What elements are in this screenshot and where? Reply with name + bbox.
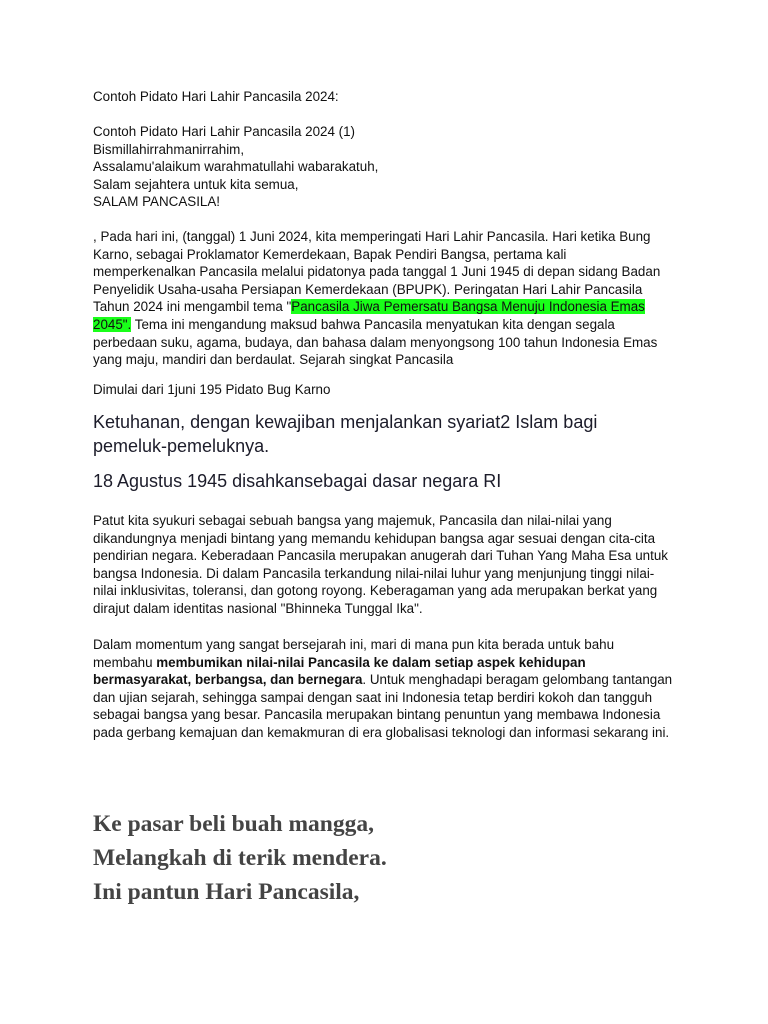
greeting-line: Salam sejahtera untuk kita semua, — [93, 176, 299, 192]
momentum-text-continued: . Untuk menghadapi beragam gelombang tantangan dan ujian sejarah, sehingga sampai dengan saat ini Indonesia tetap berdiri kokoh dan tangguh sebagai bangsa yang besar. Pancasila merupakan bintang penuntun yang membawa Indonesia pada gerbang kemajuan dan kemakmuran di era globalisasi teknologi dan informasi sekarang ini. — [93, 672, 673, 740]
intro-text: , Pada hari ini, (tanggal) 1 Juni 2024, kita memperingati Hari Lahir Pancasila. Hari ketika Bung Karno, sebagai Proklamator Kemerdekaan, Bapak Pendiri Bangsa, pertama kali memperkenalkan Pancasila melalui pidatonya pada tanggal 1 Juni 1945 di depan sidang Badan Penyelidik Usaha-usaha Persiapan Kemerdekaan (BPUPK). Peringatan Hari Lahir Pancasila Tahun 2024 ini mengambil tema " — [93, 229, 661, 315]
pantun-block — [93, 807, 693, 909]
document-title: Contoh Pidato Hari Lahir Pancasila 2024: — [93, 89, 339, 104]
pantun-line: Ke pasar beli buah mangga, — [93, 811, 374, 837]
pantun-line: Ini pantun Hari Pancasila, — [93, 879, 360, 905]
highlighted-theme: Pancasila Jiwa Pemersatu Bangsa Menuju Indonesia Emas 2045". — [93, 299, 645, 332]
paragraph-momentum — [93, 636, 673, 742]
heading-date: 18 Agustus 1945 disahkansebagai dasar negara RI — [93, 471, 502, 491]
greeting-line: Contoh Pidato Hari Lahir Pancasila 2024 (1) — [93, 124, 356, 139]
greeting-line: Bismillahirrahmanirrahim, — [93, 141, 245, 157]
momentum-text: Dalam momentum yang sangat bersejarah ini, mari di mana pun kita berada untuk bahu membahu — [93, 637, 615, 670]
intro-text-continued: Tema ini mengandung maksud bahwa Pancasila menyatukan kita dengan segala perbedaan suku, agama, budaya, dan bahasa dalam menyongsong 100 tahun Indonesia Emas yang maju, mandiri dan berdaulat. Sejarah singkat Pancasila — [93, 316, 658, 368]
greeting-block — [93, 123, 683, 211]
history-note: Dimulai dari 1juni 195 Pidato Bug Karno — [93, 382, 331, 397]
pantun-line: Melangkah di terik mendera. — [93, 845, 387, 871]
paragraph-gratitude: Patut kita syukuri sebagai sebuah bangsa yang majemuk, Pancasila dan nilai-nilai yang dikandungnya menjadi bintang yang memandu kehidupan bangsa agar sesuai dengan cita-cita pendirian negara. Keberadaan Pancasila merupakan anugerah dari Tuhan Yang Maha Esa untuk bangsa Indonesia. Di dalam Pancasila terkandung nilai-nilai luhur yang menjunjung tinggi nilai-nilai inklusivitas, toleransi, dan gotong royong. Keberagaman yang ada merupakan berkat yang dirajut dalam identitas nasional "Bhinneka Tunggal Ika". — [93, 513, 668, 616]
momentum-bold-text: membumikan nilai-nilai Pancasila ke dalam setiap aspek kehidupan bermasyarakat, berbangsa, dan bernegara — [93, 654, 586, 688]
greeting-line: SALAM PANCASILA! — [93, 194, 221, 210]
intro-paragraph — [93, 228, 665, 369]
heading-ketuhanan: Ketuhanan, dengan kewajiban menjalankan syariat2 Islam bagi pemeluk-pemeluknya. — [93, 412, 598, 456]
greeting-line: Assalamu'alaikum warahmatullahi wabarakatuh, — [93, 159, 379, 175]
